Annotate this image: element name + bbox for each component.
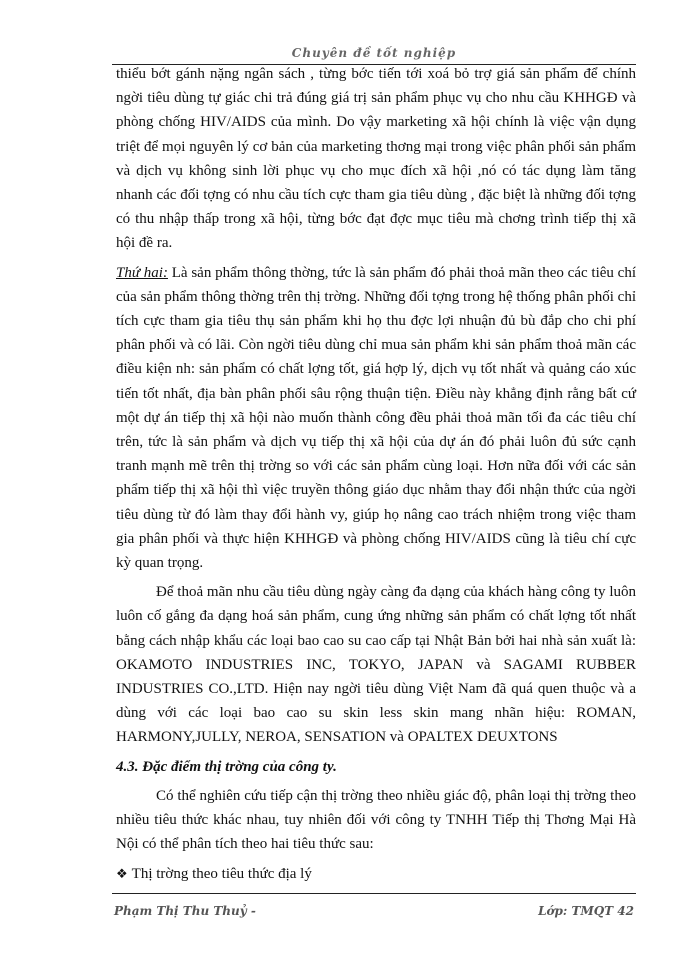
- paragraph-1: thiểu bớt gánh nặng ngân sách , từng bớc tiến tới xoá bỏ trợ giá sản phẩm để chính ngời tiêu dùng tự giác chi trả đúng giá trị sản phẩm phục vụ cho nhu cầu KHHGĐ và phòng chống HIV/AIDS của mình. Do vậy marketing xã hội chính là việc vận dụng triệt để mọi nguyên lý cơ bản của marketing thơng mại trong việc phân phối sản phẩm và dịch vụ không sinh lời phục vụ cho mục đích xã hội ,nó có tác dụng làm tăng nhanh các đối tợng có nhu cầu tích cực tham gia tiêu dùng , đặc biệt là những đối tợng có thu nhập thấp trong xã hội, từng bớc đạt đợc mục tiêu mà chơng trình tiếp thị xã hội đề ra.: [116, 66, 636, 252]
- paragraph-2-text: Là sản phẩm thông thờng, tức là sản phẩm đó phải thoả mãn theo các tiêu chí của sản phẩm thông thờng trên thị trờng. Những đối tợng trong hệ thống phân phối chỉ tích cực tham gia tiêu thụ sản phẩm khi họ thu đợc lợi nhuận đủ bù đắp cho chi phí phân phối và có lãi. Còn ngời tiêu dùng chỉ mua sản phẩm khi sản phẩm thoả mãn các điều kiện nh: sản phẩm có chất lợng tốt, giá hợp lý, dịch vụ tốt nhất và quảng cáo xúc tiến tốt nhất, địa bàn phân phối sâu rộng thuận tiện. Điều này khẳng định rằng bất cứ một dự án tiếp thị xã hội nào muốn thành công đều phải thoả mãn tối đa các tiêu chí trên, tức là sản phẩm và dịch vụ tiếp thị xã hội của dự án đó phải luôn đủ sức cạnh tranh mạnh mẽ trên thị trờng so với các sản phẩm cùng loại. Hơn nữa đối với các sản phẩm tiếp thị xã hội thì việc truyền thông giáo dục nhằm thay đổi nhận thức của ngời tiêu dùng từ đó làm thay đổi hành vy, giúp họ nâng cao trách nhiệm trong việc tham gia phân phối và thực hiện KHHGĐ và phòng chống HIV/AIDS cũng là tiêu chí cực kỳ quan trọng.: [116, 264, 636, 572]
- bullet-text: Thị trờng theo tiêu thức địa lý: [131, 865, 312, 882]
- footer-class: Lớp: TMQT 42: [538, 904, 634, 918]
- paragraph-3: Để thoả mãn nhu cầu tiêu dùng ngày càng đa dạng của khách hàng công ty luôn luôn cố gắng đa dạng hoá sản phẩm, cung ứng những sản phẩm có chất lợng tốt nhất bằng cách nhập khẩu các loại bao cao su cao cấp tại Nhật Bản bởi hai nhà sản xuất là: OKAMOTO INDUSTRIES INC, TOKYO, JAPAN và SAGAMI RUBBER INDUSTRIES CO.,LTD. Hiện nay ngời tiêu dùng Việt Nam đã quá quen thuộc và a dùng với các loại bao cao su skin less skin mang nhãn hiệu: ROMAN, HARMONY,JULLY, NEROA, SENSATION và OPALTEX DEUXTONS: [116, 584, 636, 746]
- page-footer: [112, 893, 636, 928]
- footer-author: Phạm Thị Thu Thuỷ -: [114, 904, 256, 918]
- bullet-item: [116, 862, 636, 886]
- header-title: Chuyên đề tốt nghiệp: [291, 46, 457, 60]
- diamond-bullet-icon: ❖: [116, 865, 128, 881]
- document-body: [116, 62, 636, 891]
- section-title: 4.3. Đặc điểm thị trờng của công ty.: [116, 758, 337, 775]
- paragraph-2: [116, 261, 636, 576]
- paragraph-2-label: Thứ hai:: [116, 264, 168, 281]
- paragraph-4: Có thể nghiên cứu tiếp cận thị trờng theo nhiều giác độ, phân loại thị trờng theo nhiều tiêu thức khác nhau, tuy nhiên đối với công ty TNHH Tiếp thị Thơng Mại Hà Nội có thể phân tích theo hai tiêu thức sau:: [116, 787, 636, 853]
